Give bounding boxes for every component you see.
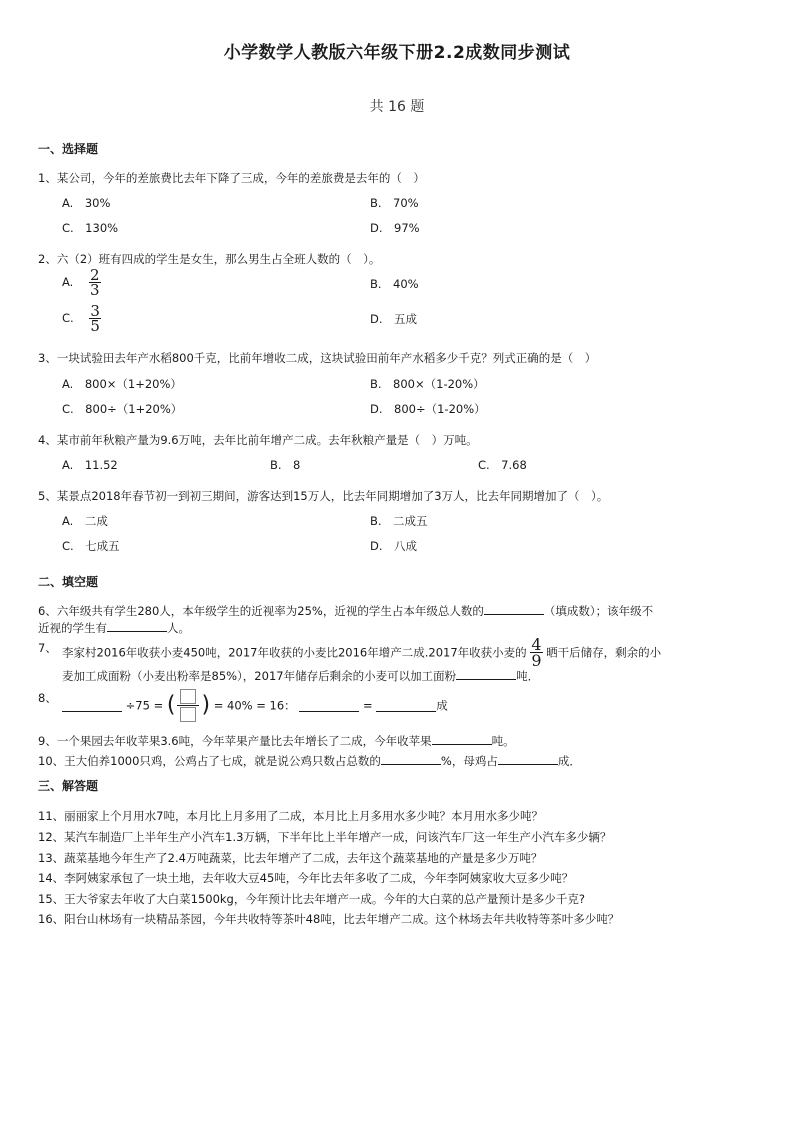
question-11-text: 11、丽丽家上个月用水7吨，本月比上月多用了二成，本月比上月多用水多少吨？本月用水多少吨？ (38, 809, 543, 823)
question-3-option-a: A. 800×（1+20%） (62, 377, 182, 391)
fraction (89, 268, 101, 297)
answer-blank[interactable] (107, 620, 167, 632)
question-8-text-d: 成 (436, 698, 448, 713)
question-7-line-2 (62, 668, 539, 684)
fraction-numerator: 4 (531, 635, 542, 654)
question-10-line (38, 753, 581, 769)
question-8-text-a: ÷75 = (125, 698, 164, 713)
question-5-option-c: C. 七成五 (62, 539, 120, 553)
answer-blank[interactable] (381, 753, 441, 765)
blank-fraction[interactable] (177, 688, 199, 723)
section-heading-fill: 二、填空题 (38, 575, 99, 589)
answer-blank[interactable] (432, 733, 492, 745)
answer-blank[interactable] (62, 700, 122, 712)
question-6-text-b: （填成数）；该年级不 (543, 604, 654, 618)
question-1-option-b: B. 70% (370, 196, 419, 210)
question-5-text: 5、某景点2018年春节初一到初三期间，游客达到15万人，比去年同期增加了3万人，比去年同期增加了（ ）。 (38, 489, 609, 503)
question-3-option-d: D. 800÷（1-20%） (370, 402, 486, 416)
question-2-option-c (62, 304, 101, 333)
question-9-line (38, 733, 515, 749)
question-8-number: 8、 (38, 691, 57, 705)
question-7-text-c: 麦加工成面粉（小麦出粉率是85%），2017年储存后剩余的小麦可以加工面粉 (62, 669, 457, 683)
question-4-option-c: C. 7.68 (478, 458, 527, 472)
left-paren: ( (166, 692, 176, 718)
question-2-option-d: D. 五成 (370, 312, 418, 326)
question-14-text: 14、李阿姨家承包了一块土地，去年收大豆45吨，今年比去年多收了二成，今年李阿姨家收大豆多少吨？ (38, 871, 574, 885)
right-paren: ) (201, 692, 211, 718)
question-4-option-a: A. 11.52 (62, 458, 118, 472)
question-2-option-b: B. 40% (370, 277, 419, 291)
question-3-text: 3、一块试验田去年产水稻800千克，比前年增收二成，这块试验田前年产水稻多少千克？列式正确的是（ ） (38, 351, 597, 365)
fraction-denominator: 9 (531, 651, 542, 670)
question-10-text-a: 10、王大伯养1000只鸡，公鸡占了七成，就是说公鸡只数占总数的 (38, 754, 381, 768)
question-9-text-b: 吨。 (491, 734, 515, 748)
numerator-box[interactable] (180, 689, 196, 704)
question-9-text-a: 9、一个果园去年收苹果3.6吨，今年苹果产量比去年增长了二成，今年收苹果 (38, 734, 432, 748)
denominator-box[interactable] (180, 707, 196, 722)
page-title: 小学数学人教版六年级下册2.2成数同步测试 (223, 43, 571, 63)
question-7-text-a: 李家村2016年收获小麦450吨，2017年收获的小麦比2016年增产二成.2017年收获小麦的 (62, 645, 527, 660)
question-8-text-b: = 40% = 16： (213, 698, 296, 713)
question-6-line-1 (38, 603, 653, 619)
question-count: 共 16 题 (369, 99, 425, 115)
fraction-denominator: 3 (89, 281, 100, 299)
question-5-option-d: D. 八成 (370, 539, 418, 553)
question-6-text-a: 6、六年级共有学生280人，本年级学生的近视率为25%，近视的学生占本年级总人数的 (38, 604, 484, 618)
question-5-option-b: B. 二成五 (370, 514, 428, 528)
question-1-option-c: C. 130% (62, 221, 119, 235)
question-7-text-b: 晒干后储存，剩余的小 (546, 645, 662, 660)
question-3-option-c: C. 800÷（1+20%） (62, 402, 183, 416)
fraction-numerator: 3 (90, 302, 100, 320)
question-1-option-d: D. 97% (370, 221, 420, 235)
answer-blank[interactable] (299, 700, 359, 712)
question-7-line-1 (62, 637, 661, 668)
option-label: C. (62, 311, 74, 325)
question-15-text: 15、王大爷家去年收了大白菜1500kg，今年预计比去年增产一成。今年的大白菜的总产量预计是多少千克? (38, 892, 585, 906)
question-10-text-c: 成． (557, 754, 581, 768)
question-4-text: 4、某市前年秋粮产量为9.6万吨，去年比前年增产二成。去年秋粮产量是（ ）万吨。 (38, 433, 478, 447)
question-7-text-d: 吨． (516, 669, 540, 683)
question-6-text-d: 人。 (167, 621, 190, 635)
question-1-text: 1、某公司，今年的差旅费比去年下降了三成，今年的差旅费是去年的（ ） (38, 171, 425, 185)
question-4-option-b: B. 8 (270, 458, 301, 472)
question-5-option-a: A. 二成 (62, 514, 108, 528)
fraction-numerator: 2 (89, 266, 100, 284)
question-7-number: 7、 (38, 641, 57, 655)
question-2-text: 2、六（2）班有四成的学生是女生，那么男生占全班人数的（ ）。 (38, 252, 381, 266)
question-2-option-a (62, 268, 101, 297)
answer-blank[interactable] (484, 603, 544, 615)
question-6-line-2 (38, 620, 190, 636)
question-3-option-b: B. 800×（1-20%） (370, 377, 485, 391)
fraction (530, 637, 542, 668)
section-heading-choice: 一、选择题 (38, 142, 99, 156)
question-16-text: 16、阳台山林场有一块精品茶园，今年共收特等茶叶48吨，比去年增产二成。这个林场去年共收特等茶叶多少吨？ (38, 912, 620, 926)
question-6-text-c: 近视的学生有 (38, 621, 107, 635)
option-label: A. (62, 275, 74, 289)
question-8-text-c: = (362, 698, 373, 713)
question-10-text-b: %，母鸡占 (440, 754, 498, 768)
fraction (89, 304, 101, 333)
question-1-option-a: A. 30% (62, 196, 111, 210)
answer-blank[interactable] (498, 753, 558, 765)
fraction-bar (177, 705, 199, 706)
fraction-denominator: 5 (90, 317, 100, 335)
question-13-text: 13、蔬菜基地今年生产了2.4万吨蔬菜，比去年增产了二成，去年这个蔬菜基地的产量是多少万吨？ (38, 851, 543, 865)
question-12-text: 12、某汽车制造厂上半年生产小汽车1.3万辆，下半年比上半年增产一成，问该汽车厂这一年生产小汽车多少辆？ (38, 830, 612, 844)
section-heading-solve: 三、解答题 (38, 779, 99, 793)
question-8-line (62, 688, 448, 723)
answer-blank[interactable] (456, 668, 516, 680)
answer-blank[interactable] (376, 700, 436, 712)
